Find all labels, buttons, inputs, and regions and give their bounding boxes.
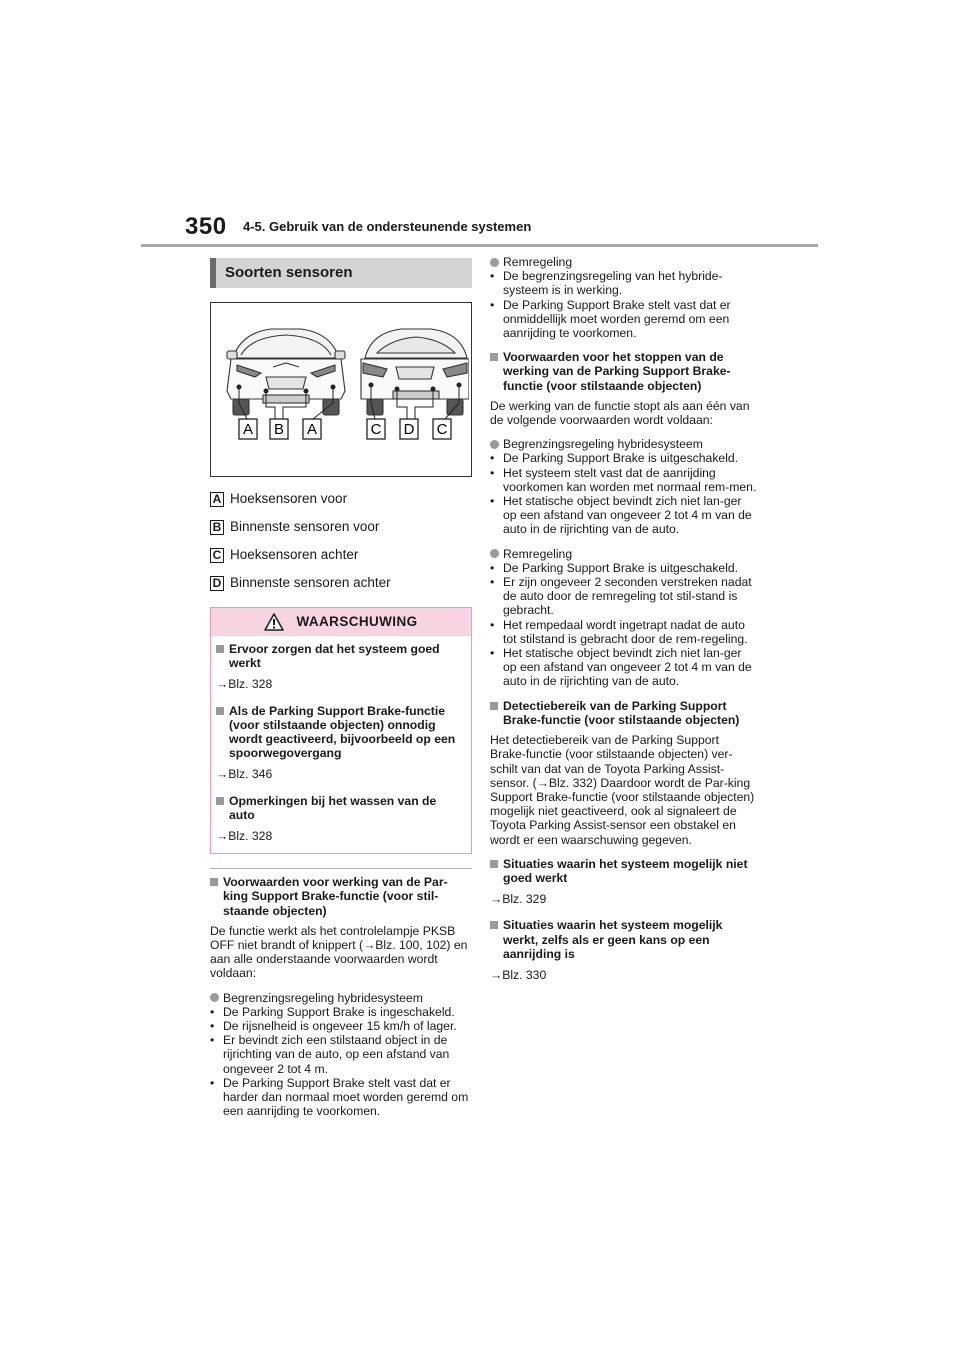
warning-header <box>211 608 471 636</box>
legend-item-b <box>210 513 472 541</box>
unnecessary-activation-heading: Situaties waarin het systeem mogelijk werkt, zelfs als er geen kans op een aanrijding is <box>490 918 758 961</box>
page-reference-link[interactable]: →Blz. 328 <box>216 829 273 844</box>
svg-text:C: C <box>436 421 448 438</box>
stop-conditions-intro: De werking van de functie stopt als aan één van de volgende voorwaarden wordt voldaan: <box>490 398 750 428</box>
warning-item-heading: Ervoor zorgen dat het systeem goed werkt <box>216 642 463 670</box>
page-reference-link[interactable]: →Blz. 346 <box>216 767 273 782</box>
svg-text:B: B <box>273 421 285 438</box>
car-sensor-illustration <box>211 303 469 474</box>
legend-key: C <box>210 548 224 563</box>
square-bullet-icon <box>490 353 498 361</box>
svg-text:A: A <box>242 421 254 438</box>
round-bullet-icon <box>490 258 499 267</box>
chapter-title: 4-5. Gebruik van de ondersteunende systemen <box>243 219 532 234</box>
bullet-list <box>490 451 758 536</box>
list-item: • De begrenzingsregeling van het hybride-systeem is in werking. <box>490 269 758 297</box>
left-column <box>210 258 472 1118</box>
list-item: • Het rempedaal wordt ingetrapt nadat de auto tot stilstand is gebracht door de rem-regeling. <box>490 618 758 646</box>
label-box-c-right <box>433 419 451 439</box>
legend-key: A <box>210 492 224 507</box>
warning-item-heading: Als de Parking Support Brake-functie (voor stilstaande objecten) onnodig wordt geactiveerd, bijvoorbeeld op een spoorwegovergang <box>216 704 463 761</box>
round-bullet-icon <box>490 440 499 449</box>
svg-text:A: A <box>306 421 318 438</box>
square-bullet-icon <box>210 878 218 886</box>
legend-key: B <box>210 520 224 535</box>
malfunction-situations-heading: Situaties waarin het systeem mogelijk niet goed werkt <box>490 857 758 885</box>
header-divider <box>141 244 818 247</box>
detection-range-text: Het detectiebereik van de Parking Support Brake-functie (voor stilstaande objecten) ver-schilt van dat van de Toyota Parking Assist-sensor. (→Blz. 332) Daardoor wordt de Par-king Support Brake-functie (voor stilstaande objecten) mogelijk niet geactiveerd, ook al signaleert de Toyota Parking Assist-sensor een obstakel en wordt er een waarschuwing gegeven. <box>490 733 755 847</box>
label-box-a-left <box>239 419 257 439</box>
legend-item-d <box>210 569 472 597</box>
rear-car-drawing <box>361 329 469 415</box>
list-item: • Er bevindt zich een stilstaand object in de rijrichting van de auto, op een afstand van ongeveer 2 tot 4 m. <box>210 1033 472 1076</box>
square-bullet-icon <box>490 860 498 868</box>
square-bullet-icon <box>490 702 498 710</box>
list-item: • Het systeem stelt vast dat de aanrijding voorkomen kan worden met normaal rem-men. <box>490 466 758 494</box>
svg-text:D: D <box>403 421 415 438</box>
square-bullet-icon <box>216 797 224 805</box>
sub-heading: Remregeling <box>490 547 758 561</box>
legend-text: Hoeksensoren achter <box>230 546 359 562</box>
list-item: • Het statische object bevindt zich niet lan-ger op een afstand van ongeveer 2 tot 4 m van de auto in de rijrichting van de auto. <box>490 646 758 689</box>
legend-text: Binnenste sensoren achter <box>230 574 391 590</box>
bullet-list <box>490 561 758 689</box>
sub-heading: Remregeling <box>490 255 758 269</box>
square-bullet-icon <box>216 707 224 715</box>
right-column <box>490 255 758 994</box>
label-box-d <box>400 419 418 439</box>
bullet-list <box>210 1005 472 1119</box>
list-item: • De Parking Support Brake stelt vast dat er onmiddellijk moet worden geremd om een aanrijding te voorkomen. <box>490 298 758 341</box>
front-car-drawing <box>227 329 345 415</box>
svg-text:C: C <box>370 421 382 438</box>
legend-text: Binnenste sensoren voor <box>230 518 380 534</box>
operation-conditions-intro: De functie werkt als het controlelampje PKSB OFF niet brandt of knippert (→Blz. 100, 102) en aan alle onderstaande voorwaarden wordt voldaan: <box>210 923 468 981</box>
detection-range-heading: Detectiebereik van de Parking Support Brake-functie (voor stilstaande objecten) <box>490 699 758 727</box>
legend-key: D <box>210 576 224 591</box>
list-item: • Het statische object bevindt zich niet lan-ger op een afstand van ongeveer 2 tot 4 m van de auto in de rijrichting van de auto. <box>490 494 758 537</box>
legend-item-a <box>210 485 472 513</box>
warning-triangle-icon <box>264 613 284 631</box>
round-bullet-icon <box>210 993 219 1002</box>
list-item: • De rijsnelheid is ongeveer 15 km/h of lager. <box>210 1019 472 1033</box>
square-bullet-icon <box>216 645 224 653</box>
label-box-b <box>270 419 288 439</box>
list-item: • De Parking Support Brake is ingeschakeld. <box>210 1005 472 1019</box>
list-item: • Er zijn ongeveer 2 seconden verstreken nadat de auto door de remregeling tot stil-stand is gebracht. <box>490 575 758 618</box>
sub-heading: Begrenzingsregeling hybridesysteem <box>210 991 472 1005</box>
page-reference-link[interactable]: →Blz. 330 <box>490 967 547 982</box>
round-bullet-icon <box>490 549 499 558</box>
stop-conditions-heading: Voorwaarden voor het stoppen van de werking van de Parking Support Brake-functie (voor stilstaande objecten) <box>490 350 758 393</box>
legend-item-c <box>210 541 472 569</box>
list-item: • De Parking Support Brake stelt vast dat er harder dan normaal moet worden geremd om een aanrijding te voorkomen. <box>210 1076 472 1119</box>
square-bullet-icon <box>490 921 498 929</box>
page-reference-link[interactable]: →Blz. 328 <box>216 677 273 692</box>
sub-heading: Begrenzingsregeling hybridesysteem <box>490 437 758 451</box>
sensor-figure <box>210 302 472 477</box>
list-item: • De Parking Support Brake is uitgeschakeld. <box>490 561 758 575</box>
section-divider <box>210 868 472 869</box>
warning-box <box>210 607 472 854</box>
page-number: 350 <box>185 213 227 240</box>
operation-conditions-heading: Voorwaarden voor werking van de Par-king Support Brake-functie (voor stil-staande objecten) <box>210 875 472 918</box>
warning-item-heading: Opmerkingen bij het wassen van de auto <box>216 794 463 822</box>
page-reference-link[interactable]: →Blz. 329 <box>490 892 547 907</box>
label-box-c-left <box>367 419 385 439</box>
legend-text: Hoeksensoren voor <box>230 490 348 506</box>
label-box-a-right <box>303 419 321 439</box>
section-title: Soorten sensoren <box>210 258 472 288</box>
list-item: • De Parking Support Brake is uitgeschakeld. <box>490 451 758 465</box>
warning-title: WAARSCHUWING <box>296 613 418 629</box>
bullet-list <box>490 269 758 340</box>
